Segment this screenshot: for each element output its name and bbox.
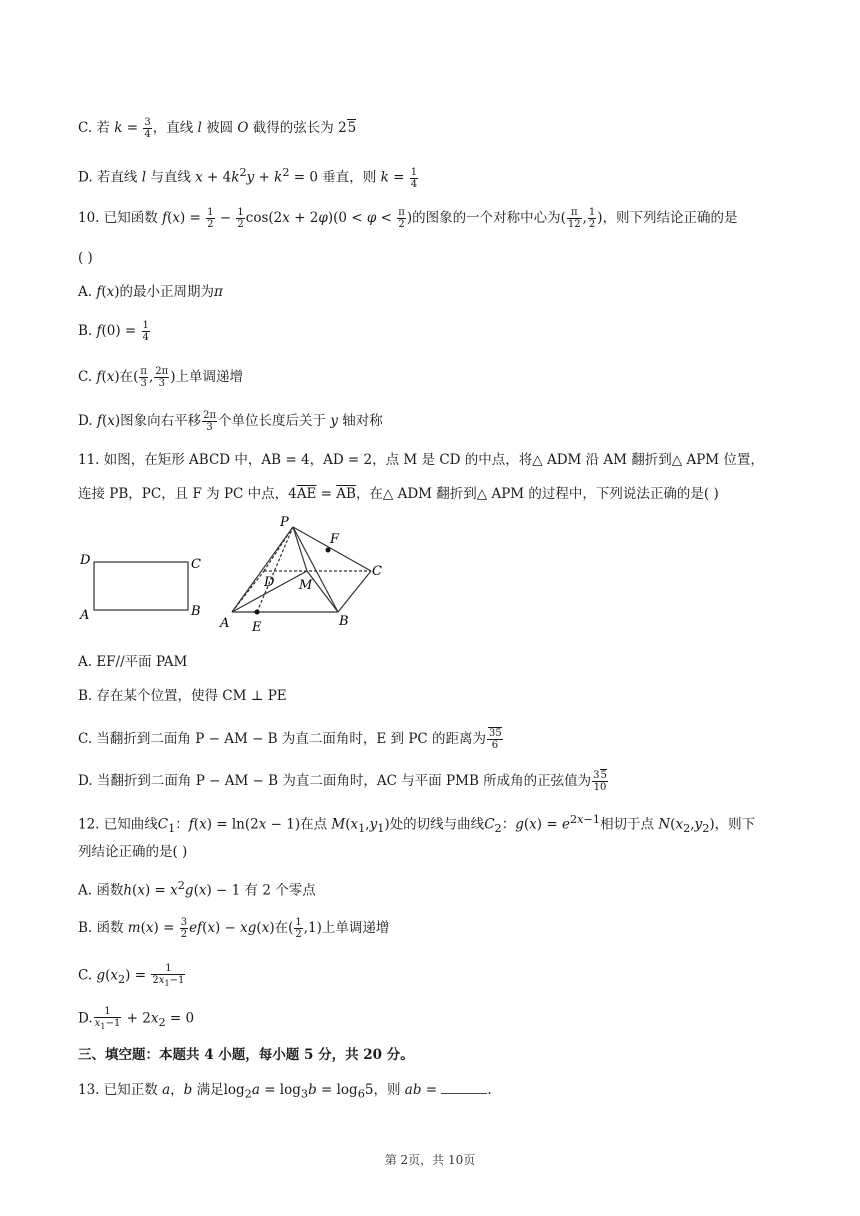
label-f: F [330, 532, 340, 547]
label-d: D [80, 553, 91, 568]
q12-option-c: C. $g(x_2)$ = $\frac{1}{2x_1-1}$ [78, 963, 185, 988]
label-a: A [80, 608, 90, 623]
pyramid-figure [232, 527, 371, 612]
label-m: M [299, 578, 313, 593]
q11-stem-line1: 11. 如图，在矩形 ABCD 中，AB = 4，AD = 2，点 M 是 CD 的中点，将△ ADM 沿 AM 翻折到△ APM 位置， [78, 452, 764, 468]
q12-option-d: D. $\frac{1}{x_1-1}$ + $2x_2 = 0$ [78, 1006, 195, 1031]
q11-option-c: C. 当翻折到二面角 P − AM − B 为直二面角时，E 到 PC 的距离为 $\frac{35}{6}$ [78, 728, 502, 751]
label-b2: B [339, 614, 349, 629]
rectangle-abcd [94, 562, 188, 610]
section-3-heading: 三、填空题：本题共 4 小题，每小题 5 分，共 20 分。 [78, 1047, 414, 1063]
q11-option-a: A. EF//平面 PAM [78, 654, 188, 670]
q9-option-c: C. 若 k = $\frac{3}{4}$ ，直线 l 被圆 O 截得的弦长为 25 [78, 117, 357, 140]
q10-option-c: C. f(x)在( $\frac{\pi}{3}$ , $\frac{2\pi}{3}$ )上单调递增 [78, 366, 243, 389]
label-c: C [191, 557, 201, 572]
q10-option-b: B. f(0) = $\frac{1}{4}$ [78, 320, 149, 343]
q10-option-d: D. f(x)图象向右平移 $\frac{2\pi}{3}$ 个单位长度后关于 y 轴对称 [78, 410, 383, 433]
q11-stem-line2: 连接 PB，PC，且 F 为 PC 中点，$4\overline{AE} = \overline{AB}$，在△ ADM 翻折到△ APM 的过程中，下列说法正确的是( ) [78, 486, 719, 502]
q10-stem: 10. 已知函数 f(x) = $\frac{1}{2}$ − $\frac{1}{2}$ cos(2x + 2φ)(0 < φ < $\frac{\pi}{2}$ )的图象的一个对称中心为( $\frac{\pi}{12}$ , $\frac{1}{2}$ )，则下列结论正确的是 [78, 207, 738, 230]
q12-stem-line2: 列结论正确的是( ) [78, 844, 188, 860]
label-e: E [252, 620, 262, 635]
q10-paren: ( ) [78, 250, 93, 266]
q13-stem: 13. 已知正数 a，b 满足$\log_2a = \log_3b = \log_65$，则 ab = . [78, 1082, 492, 1101]
answer-blank[interactable] [441, 1081, 487, 1094]
q12-option-a: A. 函数$h(x) = x^2g(x) - 1$ 有 2 个零点 [78, 879, 316, 899]
page-footer: 第 2页，共 10页 [384, 1153, 476, 1167]
label-a2: A [220, 616, 230, 631]
label-b: B [191, 604, 201, 619]
q11-figures [74, 512, 394, 637]
label-p: P [280, 515, 289, 530]
q12-option-b: B. 函数 m(x) = $\frac{3}{2}$ ef(x) − xg(x)在( $\frac{1}{2}$ ,1)上单调递增 [78, 917, 390, 940]
q12-stem-line1: 12. 已知曲线$C_1$：f(x) = ln(2x − 1)在点 $M(x_1,y_1)$处的切线与曲线$C_2$：$g(x) = e^{2x-1}$相切于点 $N(x_2,y_2)$，则下 [78, 813, 756, 836]
q11-option-d: D. 当翻折到二面角 P − AM − B 为直二面角时，AC 与平面 PMB 所成角的正弦值为 $\frac{35}{10}$ [78, 770, 607, 793]
point-e [255, 610, 260, 615]
q9-option-d: D. 若直线 l 与直线 $x + 4k^2y + k^2 = 0$ 垂直，则 k = $\frac{1}{4}$ [78, 166, 418, 190]
q11-option-b: B. 存在某个位置，使得 CM ⊥ PE [78, 688, 287, 704]
label-c2: C [372, 564, 382, 579]
point-f [326, 548, 331, 553]
q10-option-a: A. f(x)的最小正周期为π [78, 284, 223, 300]
label-d2: D [264, 575, 275, 590]
